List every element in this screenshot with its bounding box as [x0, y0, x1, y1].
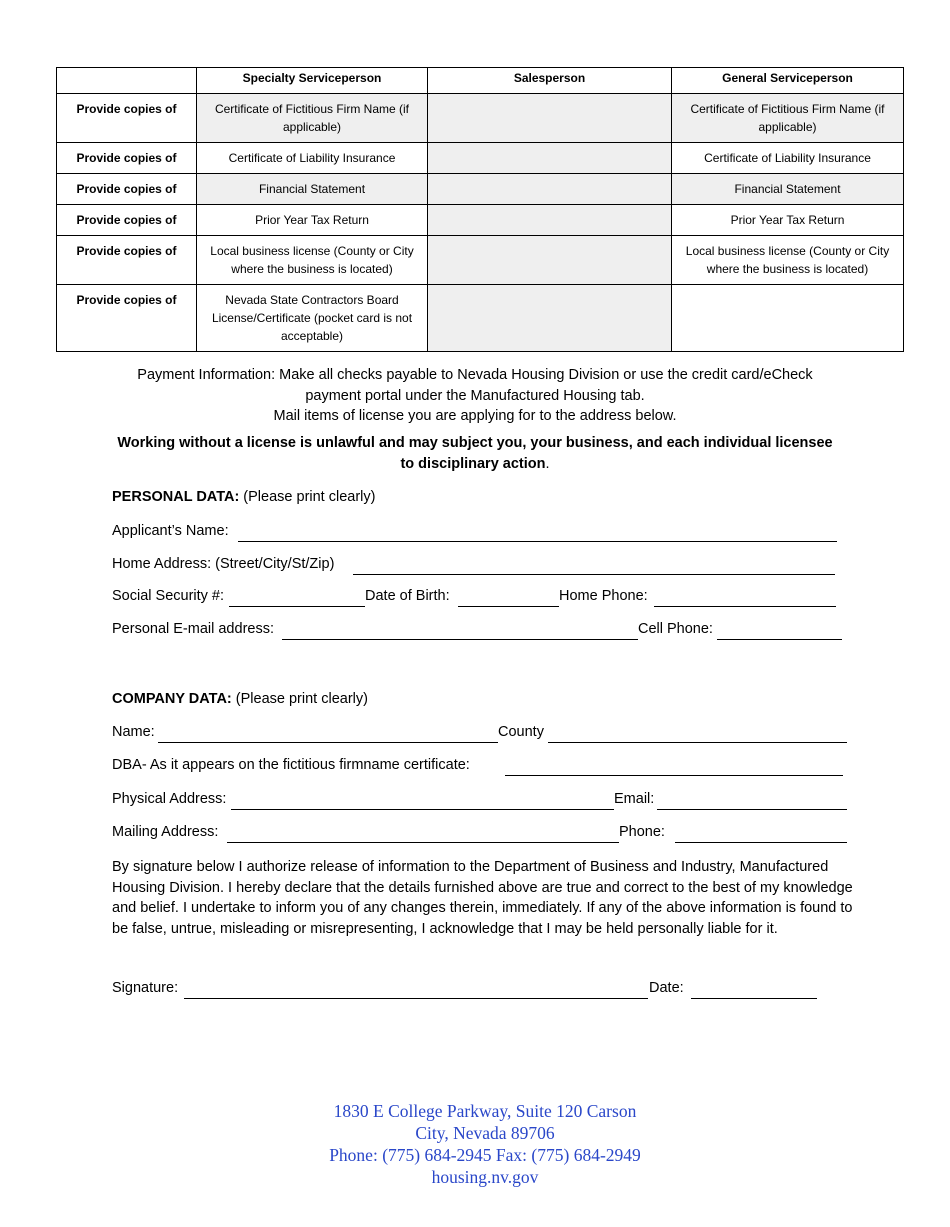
company-phone-field[interactable]: [675, 842, 847, 843]
specialty-cell: Local business license (County or City where the business is located): [197, 236, 428, 285]
home-phone-field[interactable]: [654, 606, 836, 607]
signature-field[interactable]: [184, 998, 648, 999]
row-label: Provide copies of: [57, 236, 197, 285]
dba-field[interactable]: [505, 775, 843, 776]
personal-data-note: (Please print clearly): [239, 489, 376, 505]
company-name-field[interactable]: [158, 742, 498, 743]
personal-data-title: [112, 489, 375, 505]
row-label: Provide copies of: [57, 143, 197, 174]
company-name-label: Name:: [112, 724, 155, 740]
table-row: [57, 285, 904, 352]
footer-line-3: Phone: (775) 684-2945 Fax: (775) 684-2949: [329, 1145, 641, 1165]
footer-line-2: City, Nevada 89706: [415, 1123, 555, 1143]
home-address-field[interactable]: [353, 574, 835, 575]
license-requirements-table: [56, 67, 904, 352]
header-specialty-serviceperson: Specialty Serviceperson: [197, 68, 428, 94]
specialty-cell: Certificate of Fictitious Firm Name (if applicable): [197, 94, 428, 143]
warning-line-2: [60, 454, 890, 475]
general-cell: [672, 285, 904, 352]
general-cell: Financial Statement: [672, 174, 904, 205]
ssn-dob-phone-row: [112, 588, 842, 610]
company-phone-label: Phone:: [619, 824, 665, 840]
cell-phone-field[interactable]: [717, 639, 842, 640]
personal-data-heading: PERSONAL DATA:: [112, 489, 240, 505]
mailing-address-field[interactable]: [227, 842, 619, 843]
footer-address-block: [200, 1100, 770, 1188]
specialty-cell: Prior Year Tax Return: [197, 205, 428, 236]
company-data-title: [112, 691, 368, 707]
email-cell-row: [112, 621, 847, 643]
sales-cell: [428, 285, 672, 352]
signature-label: Signature:: [112, 980, 179, 996]
warning-period: .: [545, 455, 550, 472]
header-general-serviceperson: General Serviceperson: [672, 68, 904, 94]
consent-paragraph: By signature below I authorize release of information to the Department of Business and Industry, Manufactured Housing Division. I hereby declare that the details furnished above are true and correct to the best of my knowledge and belief. I undertake to inform you of any changes therein, immediately. If any of the above information is found to be false, untrue, misleading or misrepresenting, I acknowledge that I may be held personally liable for it.: [112, 859, 853, 938]
specialty-cell: Certificate of Liability Insurance: [197, 143, 428, 174]
cell-phone-label: Cell Phone:: [638, 621, 713, 637]
date-label: Date:: [649, 980, 684, 996]
company-email-label: Email:: [614, 791, 655, 807]
general-cell: Certificate of Liability Insurance: [672, 143, 904, 174]
ssn-field[interactable]: [229, 606, 365, 607]
county-label: County: [498, 724, 544, 740]
header-blank: [57, 68, 197, 94]
sales-cell: [428, 205, 672, 236]
signature-row: [112, 980, 822, 1002]
header-salesperson: Salesperson: [428, 68, 672, 94]
payment-line-3: Mail items of license you are applying for to the address below.: [273, 408, 677, 424]
warning-line-1: Working without a license is unlawful and may subject you, your business, and each individual licensee: [117, 435, 833, 451]
company-data-note: (Please print clearly): [231, 691, 368, 707]
mailing-address-label: Mailing Address:: [112, 824, 219, 840]
sales-cell: [428, 94, 672, 143]
home-phone-label: Home Phone:: [559, 588, 648, 604]
company-data-heading: COMPANY DATA:: [112, 691, 232, 707]
row-label: Provide copies of: [57, 94, 197, 143]
table-row: [57, 94, 904, 143]
license-warning: [60, 433, 890, 474]
table-row: [57, 205, 904, 236]
general-cell: Certificate of Fictitious Firm Name (if applicable): [672, 94, 904, 143]
table-row: [57, 143, 904, 174]
dob-field[interactable]: [458, 606, 559, 607]
applicant-name-field[interactable]: [238, 541, 837, 542]
general-cell: Prior Year Tax Return: [672, 205, 904, 236]
table-header-row: [57, 68, 904, 94]
dob-label: Date of Birth:: [365, 588, 450, 604]
warning-line-2-text: to disciplinary action: [400, 455, 546, 472]
sales-cell: [428, 236, 672, 285]
personal-email-label: Personal E-mail address:: [112, 621, 274, 637]
row-label: Provide copies of: [57, 205, 197, 236]
ssn-label: Social Security #:: [112, 588, 225, 604]
date-field[interactable]: [691, 998, 817, 999]
home-address-label: Home Address: (Street/City/St/Zip): [112, 556, 335, 572]
company-name-row: [112, 724, 852, 746]
row-label: Provide copies of: [57, 174, 197, 205]
county-field[interactable]: [548, 742, 847, 743]
payment-information: [60, 365, 890, 427]
specialty-cell: Financial Statement: [197, 174, 428, 205]
applicant-name-label: Applicant’s Name:: [112, 523, 229, 539]
table-row: [57, 174, 904, 205]
general-cell: Local business license (County or City where the business is located): [672, 236, 904, 285]
dba-label: DBA- As it appears on the fictitious firmname certificate:: [112, 757, 470, 773]
footer-website: housing.nv.gov: [431, 1167, 539, 1187]
payment-line-2: payment portal under the Manufactured Housing tab.: [305, 387, 645, 404]
payment-line-1: Payment Information: Make all checks payable to Nevada Housing Division or use the credit card/eCheck: [137, 367, 813, 383]
sales-cell: [428, 143, 672, 174]
physical-address-field[interactable]: [231, 809, 614, 810]
home-address-row: [112, 556, 842, 578]
mailing-address-row: [112, 824, 852, 846]
specialty-cell: Nevada State Contractors Board License/Certificate (pocket card is not acceptable): [197, 285, 428, 352]
dba-row: [112, 757, 852, 779]
footer-line-1: 1830 E College Parkway, Suite 120 Carson: [333, 1101, 637, 1121]
table-row: [57, 236, 904, 285]
row-label: Provide copies of: [57, 285, 197, 352]
company-email-field[interactable]: [657, 809, 847, 810]
sales-cell: [428, 174, 672, 205]
physical-address-label: Physical Address:: [112, 791, 227, 807]
physical-address-row: [112, 791, 852, 813]
personal-email-field[interactable]: [282, 639, 638, 640]
applicant-name-row: [112, 523, 842, 545]
